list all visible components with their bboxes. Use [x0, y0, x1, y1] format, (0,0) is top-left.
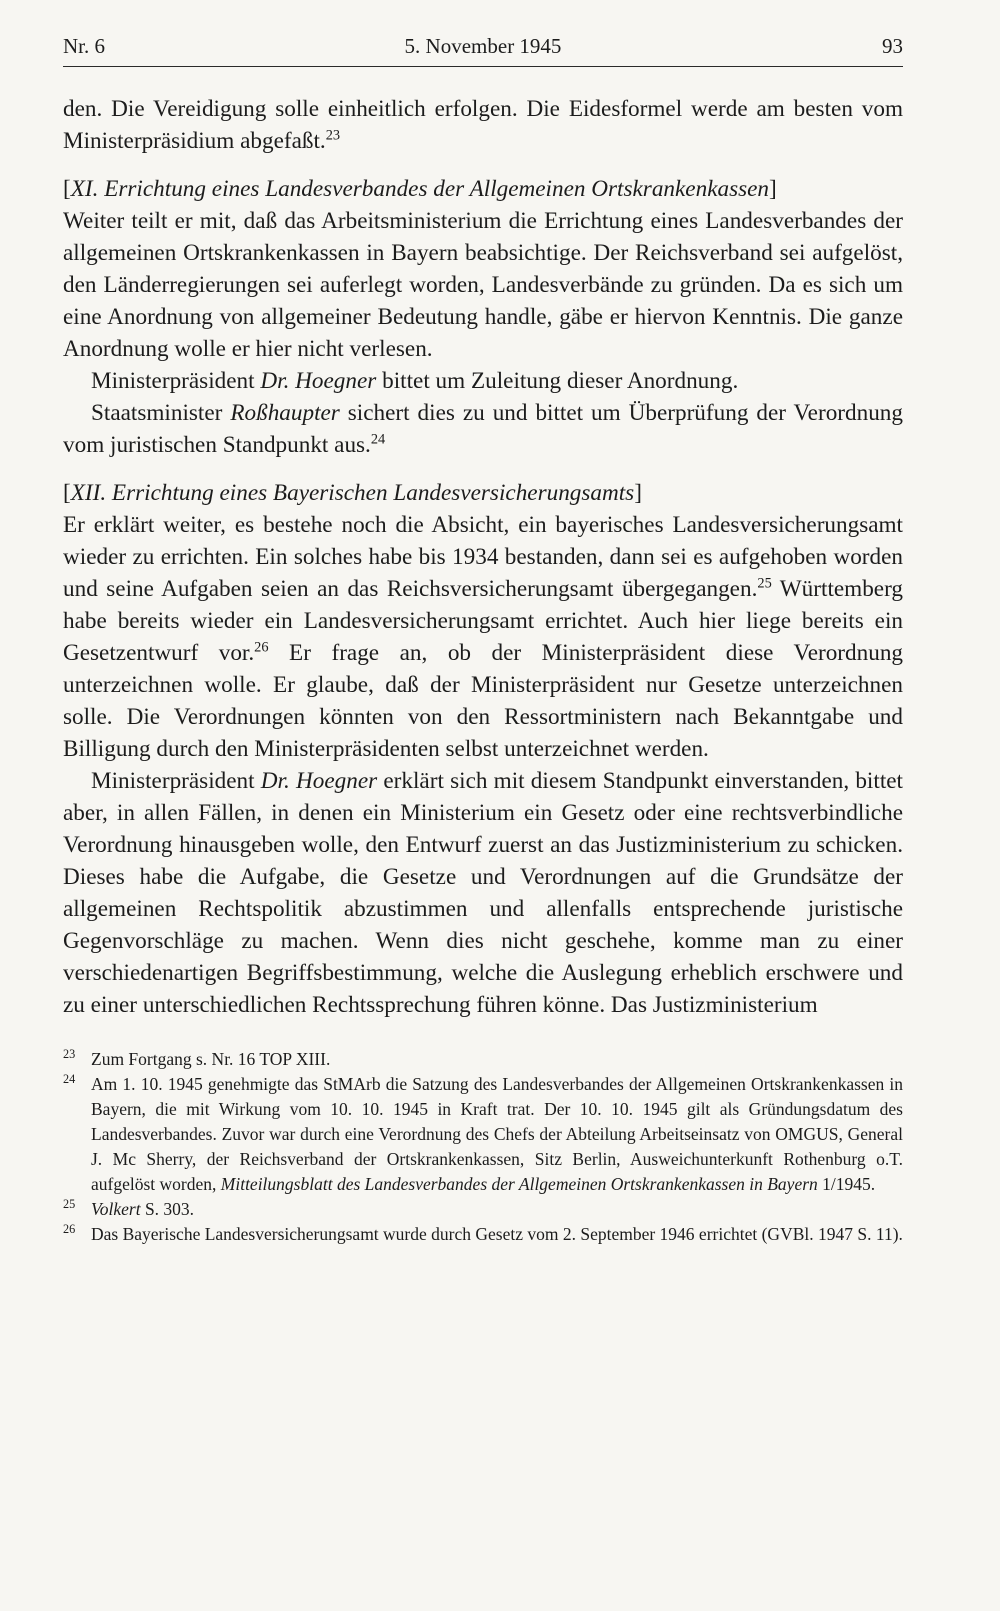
speaker-name: Dr. Hoegner [260, 368, 377, 394]
bracket-close: ] [634, 480, 642, 506]
speaker-name: Dr. Hoegner [260, 768, 378, 794]
footnote-number [63, 1197, 75, 1222]
paragraph-text: Staatsminister [91, 400, 231, 426]
page-number: 93 [882, 34, 903, 58]
paragraph [63, 93, 903, 157]
paragraph-text: den. Die Vereidigung solle einheitlich erfolgen. Die Eidesformel werde am besten vom Ministerpräsidium abgefaßt. [63, 96, 903, 154]
author-name: Volkert [91, 1199, 141, 1219]
paragraph-text: sichert dies zu und bittet um Überprüfung der Verordnung vom juristischen Standpunkt aus. [63, 400, 903, 458]
paragraph-text: bittet um Zuleitung dieser Anordnung. [376, 368, 739, 394]
footnote-number [63, 1222, 75, 1247]
footnote-number-text: 26 [63, 1222, 76, 1237]
paragraph [63, 765, 903, 1021]
footnote-ref-24[interactable]: 24 [370, 431, 386, 448]
header-date: 5. November 1945 [404, 34, 562, 58]
footnote-25 [63, 1197, 903, 1222]
paragraph [63, 365, 903, 397]
publication-title: Mitteilungsblatt des Landesverbandes der Allgemeinen Ortskrankenkassen in Bayern [220, 1174, 818, 1194]
footnote-text: S. 303. [140, 1199, 195, 1219]
running-header [63, 32, 903, 67]
footnote-23 [63, 1047, 903, 1072]
footnote-24 [63, 1072, 903, 1197]
paragraph [63, 509, 903, 765]
bracket-open: [ [63, 480, 71, 506]
footnote-text: Zum Fortgang s. Nr. 16 TOP XIII. [91, 1049, 331, 1069]
paragraph-text: Weiter teilt er mit, daß das Arbeitsministerium die Errichtung eines Landesverbandes der allgemeinen Ortskrankenkassen in Bayern beabsichtige. Der Reichsverband sei aufgelöst, den Länderregierungen sei auferlegt worden, Landesverbände zu gründen. Da es sich um eine Anordnung von allgemeiner Bedeutung handle, gäbe er hiervon Kenntnis. Die ganze Anordnung wolle er hier nicht verlesen. [63, 208, 903, 362]
section-title: XI. Errichtung eines Landesverbandes der Allgemeinen Ortskrankenkassen [70, 176, 770, 202]
footnote-number [63, 1047, 75, 1072]
footnote-text: Am 1. 10. 1945 genehmigte das StMArb die Satzung des Landesverbandes der Allgemeinen Ortskrankenkassen in Bayern, die mit Wirkung vom 10. 10. 1945 in Kraft trat. Der 10. 10. 1945 gilt als Gründungsdatum des Landesverbandes. Zuvor war durch eine Verordnung des Chefs der Abteilung Arbeitseinsatz von OMGUS, General J. Mc Sherry, der Reichsverband der Ortskrankenkassen, Sitz Berlin, Ausweichunterkunft Rothenburg o.T. aufgelöst worden, [91, 1074, 903, 1194]
paragraph-text: erklärt sich mit diesem Standpunkt einverstanden, bittet aber, in allen Fällen, in denen ein Ministerium ein Gesetz oder eine rechtsverbindliche Verordnung hinausgeben wolle, den Entwurf zuerst an das Justizministerium zu schicken. Dieses habe die Aufgabe, die Gesetze und Verordnungen auf die Grundsätze der allgemeinen Rechtspolitik abzustimmen und allenfalls entsprechende juristische Gegenvorschläge zu machen. Wenn dies nicht geschehe, komme man zu einer verschiedenartigen Begriffsbestimmung, welche die Auslegung erheblich erschwere und zu einer unterschiedlichen Rechtssprechung führen könne. Das Justizministerium [63, 768, 903, 1018]
footnote-text: Das Bayerische Landesversicherungsamt wurde durch Gesetz vom 2. September 1946 errichtet (GVBl. 1947 S. 11). [91, 1224, 903, 1244]
footnotes [63, 1047, 903, 1247]
bracket-close: ] [769, 176, 777, 202]
footnote-ref-25[interactable]: 25 [757, 575, 772, 592]
footnote-number-text: 25 [63, 1197, 76, 1212]
paragraph [63, 205, 903, 365]
section-title: XII. Errichtung eines Bayerischen Landesversicherungsamts [70, 480, 635, 506]
paragraph [63, 397, 903, 461]
section-heading-xii [63, 477, 903, 509]
footnote-number-text: 24 [63, 1072, 76, 1087]
issue-number: Nr. 6 [63, 34, 105, 58]
footnote-ref-23[interactable]: 23 [325, 127, 341, 144]
section-heading-xi [63, 173, 903, 205]
footnote-text: 1/1945. [817, 1174, 876, 1194]
paragraph-text: Er frage an, ob der Ministerpräsident diese Verordnung unterzeichnen wolle. Er glaube, daß der Ministerpräsident nur Gesetze unterzeichnen solle. Die Verordnungen könnten von den Ressortministern nach Bekanntgabe und Billigung durch den Ministerpräsidenten selbst unterzeichnet werden. [63, 640, 904, 762]
footnote-number [63, 1072, 75, 1097]
paragraph-text: Er erklärt weiter, es bestehe noch die Absicht, ein bayerisches Landesversicherungsamt wieder zu errichten. Ein solches habe bis 1934 bestanden, dann sei es aufgehoben worden und seine Aufgaben seien an das Reichsversicherungsamt übergegangen. [63, 512, 903, 602]
bracket-open: [ [63, 176, 71, 202]
footnote-26 [63, 1222, 903, 1247]
speaker-name: Roßhaupter [230, 400, 340, 426]
paragraph-text: Württemberg habe bereits wieder ein Landesversicherungsamt errichtet. Auch hier liege bereits ein Gesetzentwurf vor. [63, 576, 903, 666]
paragraph-text: Ministerpräsident [91, 768, 261, 794]
main-text [63, 93, 903, 1021]
paragraph-text: Ministerpräsident [91, 368, 261, 394]
document-page [63, 32, 903, 1247]
footnote-number-text: 23 [63, 1047, 76, 1062]
footnote-ref-26[interactable]: 26 [254, 639, 269, 656]
